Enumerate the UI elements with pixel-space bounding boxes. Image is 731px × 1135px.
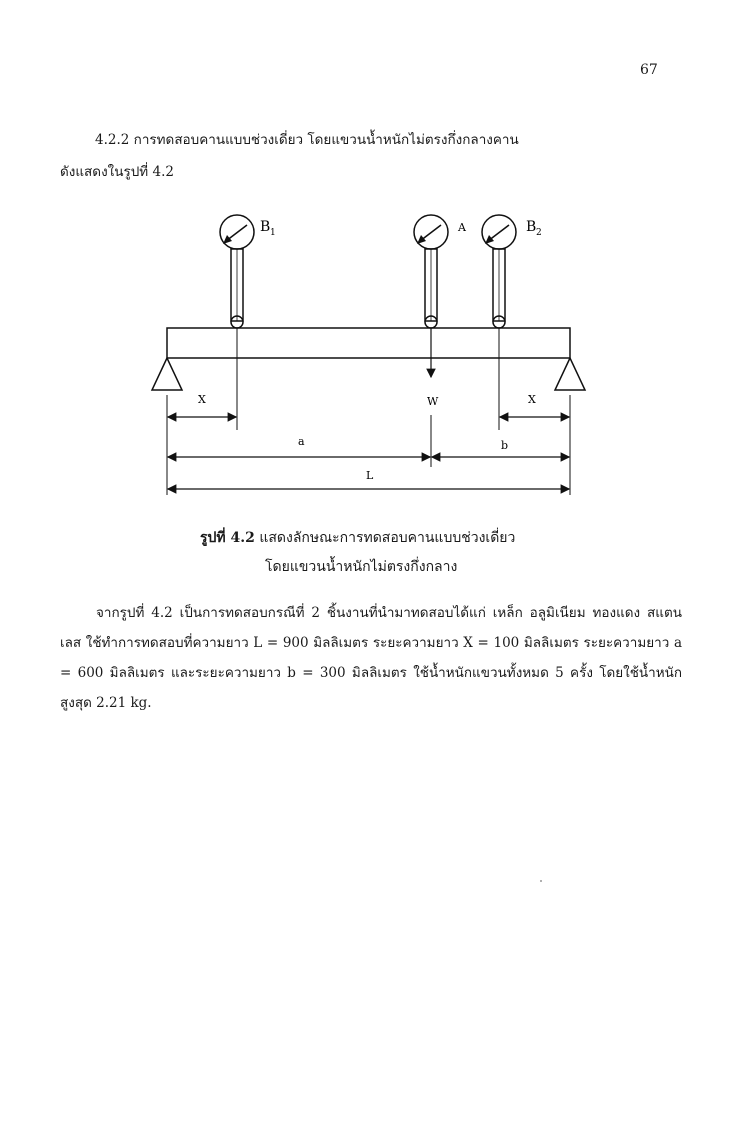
beam bbox=[167, 328, 570, 358]
gauge-b1-subscript: 1 bbox=[270, 228, 276, 238]
dial-gauge-a bbox=[414, 215, 467, 328]
dim-l-label: L bbox=[366, 469, 374, 482]
dim-x-left-label: X bbox=[198, 393, 206, 406]
dial-gauge-b1 bbox=[220, 215, 276, 328]
body-paragraph bbox=[60, 598, 682, 718]
dim-x-right-label: X bbox=[528, 393, 536, 406]
dimension-x-right bbox=[500, 393, 569, 417]
section-heading-continuation: ดังแสดงในรูปที่ 4.2 bbox=[60, 164, 174, 180]
dimension-l bbox=[168, 469, 569, 489]
right-support bbox=[555, 358, 585, 390]
dim-a-label: a bbox=[298, 435, 305, 448]
body-paragraph-text: จากรูปที่ 4.2 เป็นการทดสอบกรณีที่ 2 ชิ้นงานที่นำมาทดสอบได้แก่ เหล็ก อลูมิเนียม ทองแดง สแตนเลส ใช้ทำการทดสอบที่ความยาว L = 900 มิลลิเมตร ระยะความยาว X = 100 มิลลิเมตร ระยะความยาว a = 600 มิลลิเมตร และระยะความยาว b = 300 มิลลิเมตร ใช้น้ำหนักแขวนทั้งหมด 5 ครั้ง โดยใช้น้ำหนักสูงสุด 2.21 kg. bbox=[60, 605, 682, 711]
figure-caption-line1 bbox=[200, 527, 515, 549]
beam-test-diagram bbox=[130, 205, 600, 505]
gauge-b2-subscript: 2 bbox=[536, 228, 542, 238]
figure-caption-line2: โดยแขวนน้ำหนักไม่ตรงกึ่งกลาง bbox=[265, 559, 458, 575]
page-number: 67 bbox=[640, 62, 658, 78]
dim-b-label: b bbox=[501, 439, 509, 452]
dimension-b bbox=[432, 439, 569, 457]
figure-number: รูปที่ 4.2 bbox=[200, 530, 255, 546]
dimension-a bbox=[168, 435, 430, 457]
figure-caption-text: แสดงลักษณะการทดสอบคานแบบช่วงเดี่ยว bbox=[259, 530, 516, 546]
gauge-b2-label: B bbox=[526, 219, 537, 235]
gauge-a-label: A bbox=[458, 221, 466, 234]
dial-gauge-b2 bbox=[482, 215, 542, 328]
section-heading: 4.2.2 การทดสอบคานแบบช่วงเดี่ยว โดยแขวนน้ำหนักไม่ตรงกึ่งกลางคาน bbox=[95, 132, 519, 148]
gauge-b1-label: B bbox=[260, 219, 271, 235]
left-support bbox=[152, 358, 182, 390]
scan-speck bbox=[540, 880, 542, 882]
load-w-label: W bbox=[427, 395, 439, 408]
dimension-x-left bbox=[168, 393, 236, 417]
